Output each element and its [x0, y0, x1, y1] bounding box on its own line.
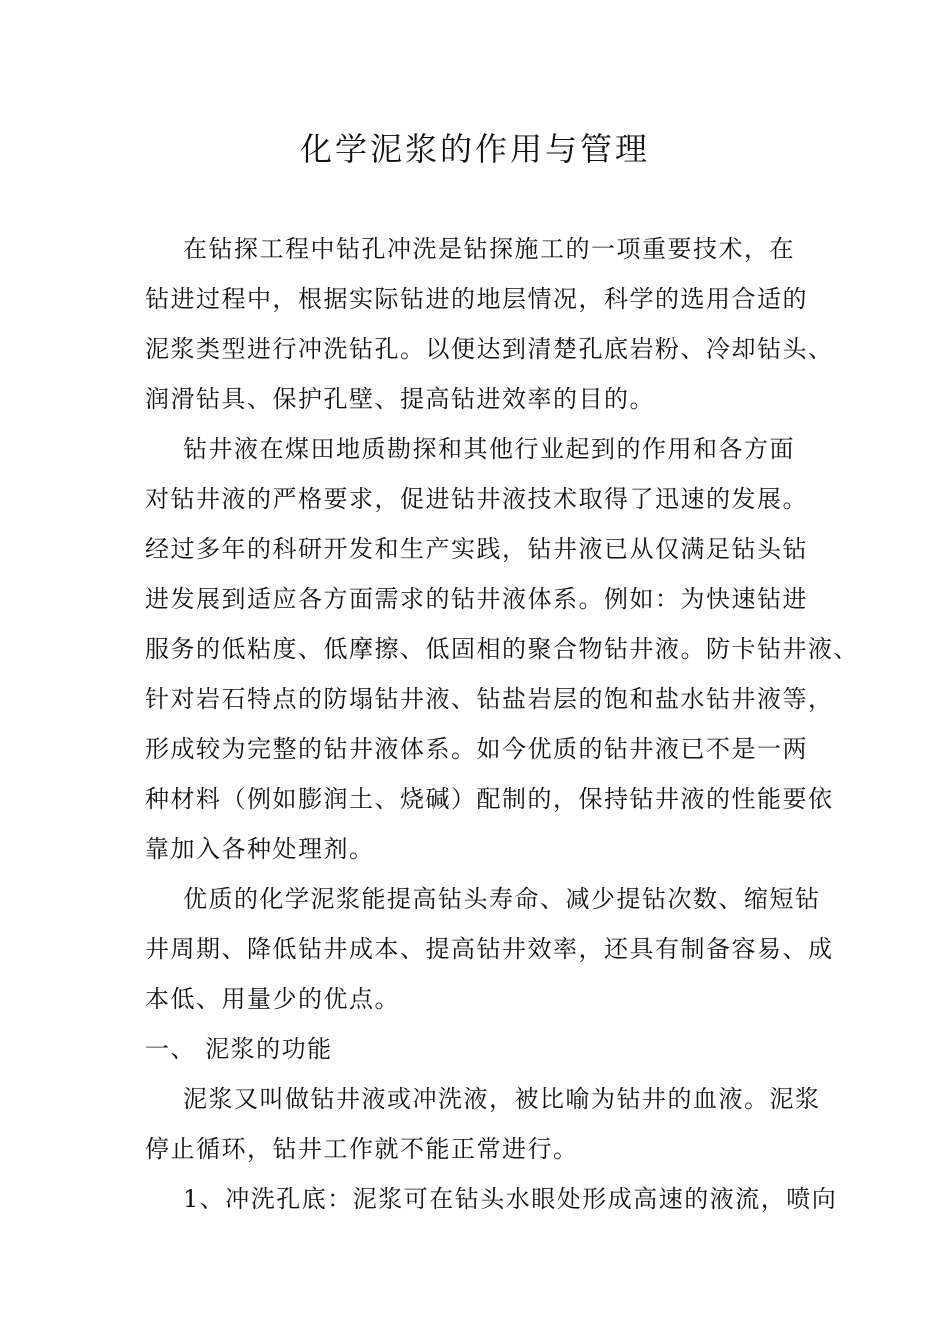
text-line: 种材料（例如膨润土、烧碱）配制的，保持钻井液的性能要依	[145, 785, 834, 813]
text-line: 泥浆类型进行冲洗钻孔。以便达到清楚孔底岩粉、冷却钻头、	[145, 335, 834, 363]
document-title: 化学泥浆的作用与管理	[299, 130, 650, 168]
text-line: 在钻探工程中钻孔冲洗是钻探施工的一项重要技术，在	[183, 235, 795, 263]
text-line: 经过多年的科研开发和生产实践，钻井液已从仅满足钻头钻	[145, 535, 808, 563]
text-line: 形成较为完整的钻井液体系。如今优质的钻井液已不是一两	[145, 735, 808, 763]
text-line: 靠加入各种处理剂。	[145, 835, 375, 863]
text-line: 钻井液在煤田地质勘探和其他行业起到的作用和各方面	[183, 435, 795, 463]
text-line: 钻进过程中，根据实际钻进的地层情况，科学的选用合适的	[145, 285, 808, 313]
text-line: 优质的化学泥浆能提高钻头寿命、减少提钻次数、缩短钻	[183, 885, 821, 913]
section-heading: 一、 泥浆的功能	[145, 1035, 333, 1063]
text-line: 本低、用量少的优点。	[145, 985, 400, 1013]
text-line: 进发展到适应各方面需求的钻井液体系。例如：为快速钻进	[145, 585, 808, 613]
text-line: 服务的低粘度、低摩擦、低固相的聚合物钻井液。防卡钻井液、	[145, 635, 859, 663]
text-line: 润滑钻具、保护孔壁、提高钻进效率的目的。	[145, 385, 655, 413]
text-line: 停止循环，钻井工作就不能正常进行。	[145, 1135, 579, 1163]
text-line: 泥浆又叫做钻井液或冲洗液，被比喻为钻井的血液。泥浆	[183, 1085, 821, 1113]
text-line: 井周期、降低钻井成本、提高钻井效率，还具有制备容易、成	[145, 935, 834, 963]
text-line: 针对岩石特点的防塌钻井液、钻盐岩层的饱和盐水钻井液等，	[145, 685, 834, 713]
text-line: 对钻井液的严格要求，促进钻井液技术取得了迅速的发展。	[145, 485, 808, 513]
text-line: 1、冲洗孔底：泥浆可在钻头水眼处形成高速的液流，喷向	[183, 1185, 838, 1213]
